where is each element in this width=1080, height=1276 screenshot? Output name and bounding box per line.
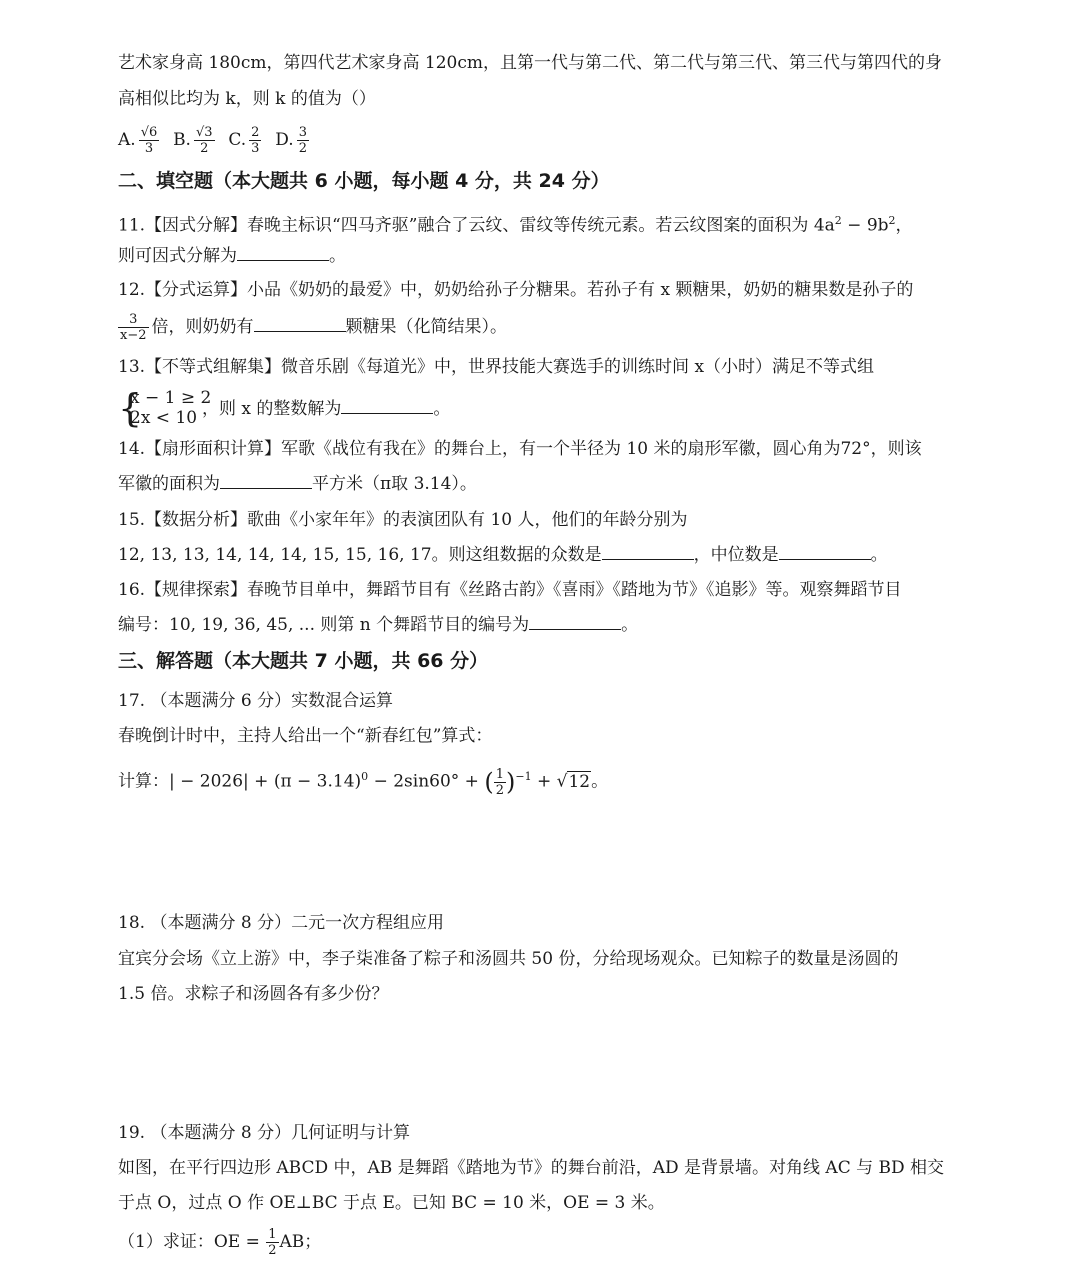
paren-left: ( bbox=[484, 768, 494, 797]
q18-title: 18. （本题满分 8 分）二元一次方程组应用 bbox=[118, 913, 445, 933]
fraction-denominator: 2 bbox=[268, 1243, 277, 1258]
q12-fraction bbox=[118, 313, 149, 342]
q14-text: 军徽的面积为 bbox=[118, 474, 220, 494]
fraction-denominator: 2 bbox=[298, 141, 307, 156]
q15-line1: 15.【数据分析】歌曲《小家年年》的表演团队有 10 人，他们的年龄分别为 bbox=[118, 510, 688, 530]
exponent: 2 bbox=[888, 214, 896, 227]
q11-text: − 9b bbox=[841, 215, 889, 236]
exponent: −1 bbox=[515, 770, 532, 783]
exponent: 2 bbox=[834, 214, 842, 227]
brace-symbol: { bbox=[118, 386, 143, 430]
q16-line2 bbox=[118, 612, 638, 638]
option-d-label: D. bbox=[275, 130, 294, 150]
q18-line2: 1.5 倍。求粽子和汤圆各有多少份？ bbox=[118, 984, 389, 1004]
q14-text: 平方米（π取 3.14）。 bbox=[312, 474, 477, 494]
inequality-1: x − 1 ≥ 2 bbox=[130, 388, 212, 408]
q11-text: 11.【因式分解】春晚主标识“四马齐驱”融合了云纹、雷纹等传统元素。若云纹图案的面积为 4a bbox=[118, 215, 835, 236]
answer-blank[interactable] bbox=[529, 613, 621, 630]
q11-line1 bbox=[118, 208, 913, 239]
fraction-denominator: 3 bbox=[251, 141, 260, 156]
q12-text: 颗糖果（化简结果）。 bbox=[345, 317, 507, 337]
q10-line2: 高相似比均为 k，则 k 的值为（） bbox=[118, 89, 376, 109]
q11-text: ， bbox=[895, 215, 913, 236]
q12-line1: 12.【分式运算】小品《奶奶的最爱》中，奶奶给孙子分糖果。若孙子有 x 颗糖果，奶奶的糖果数是孙子的 bbox=[118, 280, 914, 300]
answer-blank[interactable] bbox=[237, 244, 329, 261]
answer-blank-mode[interactable] bbox=[602, 543, 694, 560]
q13-line2 bbox=[202, 396, 450, 422]
answer-blank[interactable] bbox=[254, 315, 346, 332]
section-heading-fill-in: 二、填空题（本大题共 6 小题，每小题 4 分，共 24 分） bbox=[118, 170, 610, 192]
answer-blank[interactable] bbox=[220, 472, 312, 489]
q13-line1: 13.【不等式组解集】微音乐剧《每道光》中，世界技能大赛选手的训练时间 x（小时）满足不等式组 bbox=[118, 357, 875, 377]
half-fraction bbox=[266, 1228, 278, 1257]
fraction-denominator: x−2 bbox=[120, 328, 147, 343]
option-c-fraction bbox=[249, 126, 261, 155]
fraction-numerator: 1 bbox=[268, 1227, 277, 1242]
q16-text: 编号：10, 19, 36, 45, ... 则第 n 个舞蹈节目的编号为 bbox=[118, 615, 530, 635]
exponent: 0 bbox=[361, 770, 369, 783]
q17-expression bbox=[118, 764, 608, 797]
option-c-label: C. bbox=[228, 130, 247, 150]
fraction-numerator: 1 bbox=[495, 766, 504, 782]
q17-line1: 春晚倒计时中，主持人给出一个“新春红包”算式： bbox=[118, 726, 493, 746]
option-d-fraction bbox=[297, 126, 309, 155]
paren-right: ) bbox=[506, 768, 516, 797]
q19-part1 bbox=[118, 1228, 321, 1257]
fraction-numerator: 2 bbox=[251, 125, 260, 140]
q15-text: ，中位数是 bbox=[693, 545, 779, 565]
q18-line1: 宜宾分会场《立上游》中，李子柒准备了粽子和汤圆共 50 份，分给现场观众。已知粽子的数量是汤圆的 bbox=[118, 949, 899, 969]
q17-title: 17. （本题满分 6 分）实数混合运算 bbox=[118, 691, 394, 711]
q19-text: （1）求证：OE = bbox=[118, 1232, 266, 1252]
q19-line1: 如图，在平行四边形 ABCD 中，AB 是舞蹈《踏地为节》的舞台前沿，AD 是背景墙。对角线 AC 与 BD 相交 bbox=[118, 1158, 945, 1178]
q14-line1: 14.【扇形面积计算】军歌《战位有我在》的舞台上，有一个半径为 10 米的扇形军徽，圆心角为72°，则该 bbox=[118, 439, 922, 459]
option-a-label: A. bbox=[118, 130, 136, 150]
fraction-numerator: 3 bbox=[118, 313, 149, 328]
section-heading-solutions: 三、解答题（本大题共 7 小题，共 66 分） bbox=[118, 650, 489, 672]
option-a-fraction bbox=[139, 126, 160, 155]
q12-line2 bbox=[118, 313, 507, 342]
q19-line2: 于点 O，过点 O 作 OE⊥BC 于点 E。已知 BC = 10 米，OE = 3 米。 bbox=[118, 1193, 665, 1213]
answer-blank-median[interactable] bbox=[779, 543, 871, 560]
q14-line2 bbox=[118, 471, 477, 497]
option-b-label: B. bbox=[173, 130, 191, 150]
q17-text: − 2sin60° + bbox=[368, 771, 485, 792]
fraction-numerator: 3 bbox=[298, 125, 307, 140]
q12-text: 倍，则奶奶有 bbox=[151, 317, 254, 337]
q16-text: 。 bbox=[621, 615, 639, 635]
q15-line2 bbox=[118, 542, 888, 568]
q13-text: ，则 x 的整数解为 bbox=[202, 399, 342, 419]
q11-text: 。 bbox=[329, 246, 346, 266]
fraction-denominator: 2 bbox=[200, 141, 209, 156]
q17-text: 计算：| − 2026| + (π − 3.14) bbox=[118, 771, 362, 792]
sqrt-argument: 12 bbox=[568, 771, 591, 792]
answer-blank[interactable] bbox=[341, 397, 433, 414]
q19-title: 19. （本题满分 8 分）几何证明与计算 bbox=[118, 1123, 411, 1143]
fraction-numerator: √3 bbox=[195, 125, 213, 140]
q16-line1: 16.【规律探索】春晚节目单中，舞蹈节目有《丝路古韵》《喜雨》《踏地为节》《追影》等。观察舞蹈节目 bbox=[118, 580, 902, 600]
q15-text: 12, 13, 13, 14, 14, 14, 15, 15, 16, 17。则这组数据的众数是 bbox=[118, 545, 602, 565]
fraction-numerator: √6 bbox=[140, 125, 158, 140]
q11-text: 则可因式分解为 bbox=[118, 246, 237, 266]
fraction-denominator: 2 bbox=[495, 782, 504, 798]
q15-text: 。 bbox=[870, 545, 888, 565]
option-b-fraction bbox=[194, 126, 215, 155]
q17-text: 。 bbox=[591, 771, 609, 792]
q10-options bbox=[118, 126, 312, 155]
q17-text: + √ bbox=[531, 771, 568, 792]
inequality-2: 2x < 10 bbox=[130, 408, 198, 428]
q11-line2 bbox=[118, 243, 346, 269]
half-fraction bbox=[494, 768, 506, 797]
q19-text: AB； bbox=[279, 1232, 322, 1252]
q10-line1: 艺术家身高 180cm，第四代艺术家身高 120cm，且第一代与第二代、第二代与第三代、第三代与第四代的身 bbox=[118, 53, 942, 73]
q13-text: 。 bbox=[433, 399, 451, 419]
fraction-denominator: 3 bbox=[144, 141, 154, 156]
